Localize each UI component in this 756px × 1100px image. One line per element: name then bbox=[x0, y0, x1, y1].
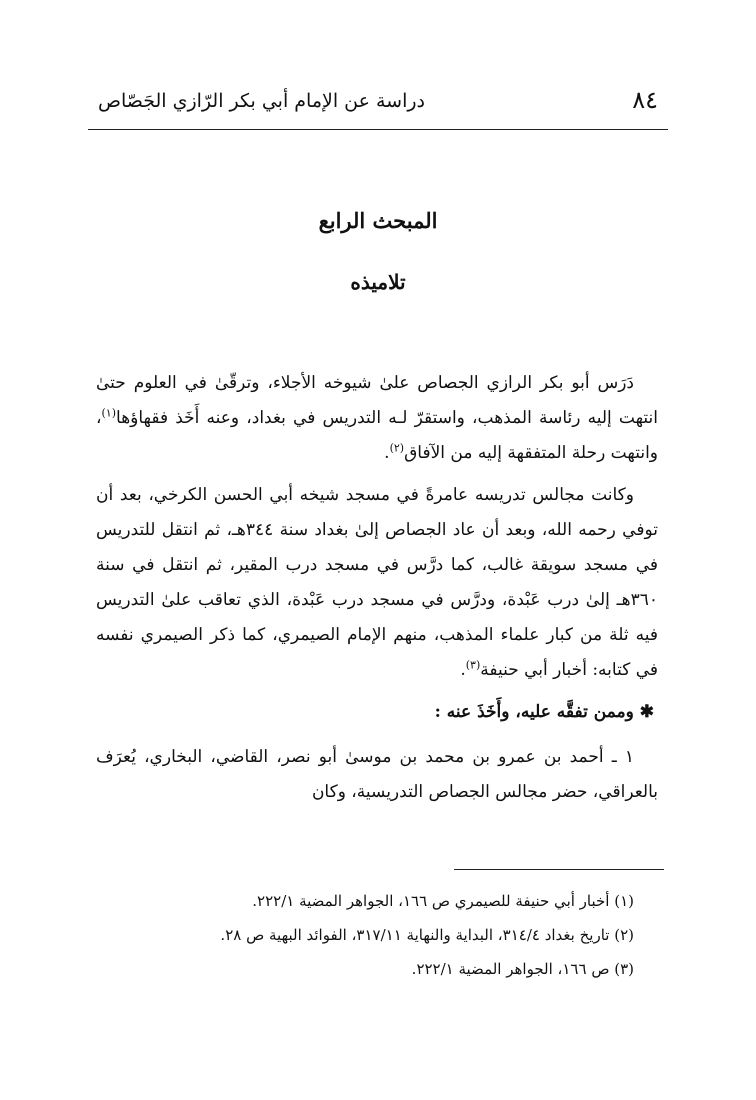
paragraph-2 bbox=[96, 478, 658, 688]
footnote-2: (٢) تاريخ بغداد ٣١٤/٤، البداية والنهاية ٣١٧/١١، الفوائد البهية ص ٢٨. bbox=[220, 926, 634, 944]
paragraph-2-end: . bbox=[460, 660, 466, 680]
footnote-3: (٣) ص ١٦٦، الجواهر المضية ٢٢٢/١. bbox=[411, 960, 634, 978]
paragraph-2-text: وكانت مجالس تدريسه عامرةً في مسجد شيخه أبي الحسن الكرخي، بعد أن توفي رحمه الله، وبعد أن عاد الجصاص إلىٰ بغداد سنة ٣٤٤هـ، ثم انتقل للتدريس في مسجد سويقة غالب، كما درَّس في مسجد درب المقير، ثم انتقل في سنة ٣٦٠هـ إلىٰ درب عَبْدة، ودرَّس في مسجد درب عَبْدة، الذي تعاقب علىٰ التدريس فيه ثلة من كبار علماء المذهب، منهم الإمام الصيمري، كما ذكر الصيمري نفسه في كتابه: أخبار أبي حنيفة bbox=[96, 485, 658, 680]
asterisk-bullet-icon: ✱ bbox=[639, 702, 654, 722]
header-rule bbox=[88, 129, 668, 130]
running-title: دراسة عن الإمام أبي بكر الرّازي الجَصّاص bbox=[98, 90, 426, 112]
footnote-ref-3[interactable]: (٣) bbox=[465, 658, 481, 672]
paragraph-1 bbox=[96, 366, 658, 471]
footnote-1: (١) أخبار أبي حنيفة للصيمري ص ١٦٦، الجواهر المضية ٢٢٢/١. bbox=[252, 892, 634, 910]
footnotes bbox=[96, 884, 658, 986]
paragraph-1-end: . bbox=[384, 443, 390, 463]
students-intro bbox=[96, 695, 658, 730]
section-subheading: تلاميذه bbox=[350, 270, 406, 294]
body-text bbox=[96, 366, 658, 817]
footnote-ref-2[interactable]: (٢) bbox=[389, 441, 405, 455]
section-heading: المبحث الرابع bbox=[318, 208, 438, 233]
page-number: ٨٤ bbox=[632, 86, 658, 114]
footnote-rule bbox=[454, 869, 664, 870]
students-intro-text: وممن تفقَّه عليه، وأَخَذَ عنه : bbox=[434, 702, 634, 722]
footnote-ref-1[interactable]: (١) bbox=[101, 406, 117, 420]
paragraph-1-continuation: ، وانتهت رحلة المتفقهة إليه من الآفاق bbox=[96, 408, 658, 463]
student-entry-1: ١ ـ أحمد بن عمرو بن محمد بن موسىٰ أبو نصر، القاضي، البخاري، يُعرَف بالعراقي، حضر مجالس الجصاص التدريسية، وكان bbox=[96, 747, 658, 802]
paragraph-1-text: دَرَس أبو بكر الرازي الجصاص علىٰ شيوخه الأجلاء، وترقّىٰ في العلوم حتىٰ انتهت إليه رئاسة المذهب، واستقرّ لـه التدريس في بغداد، وعنه أَخَذ فقهاؤها bbox=[96, 373, 658, 428]
running-header bbox=[88, 84, 668, 130]
